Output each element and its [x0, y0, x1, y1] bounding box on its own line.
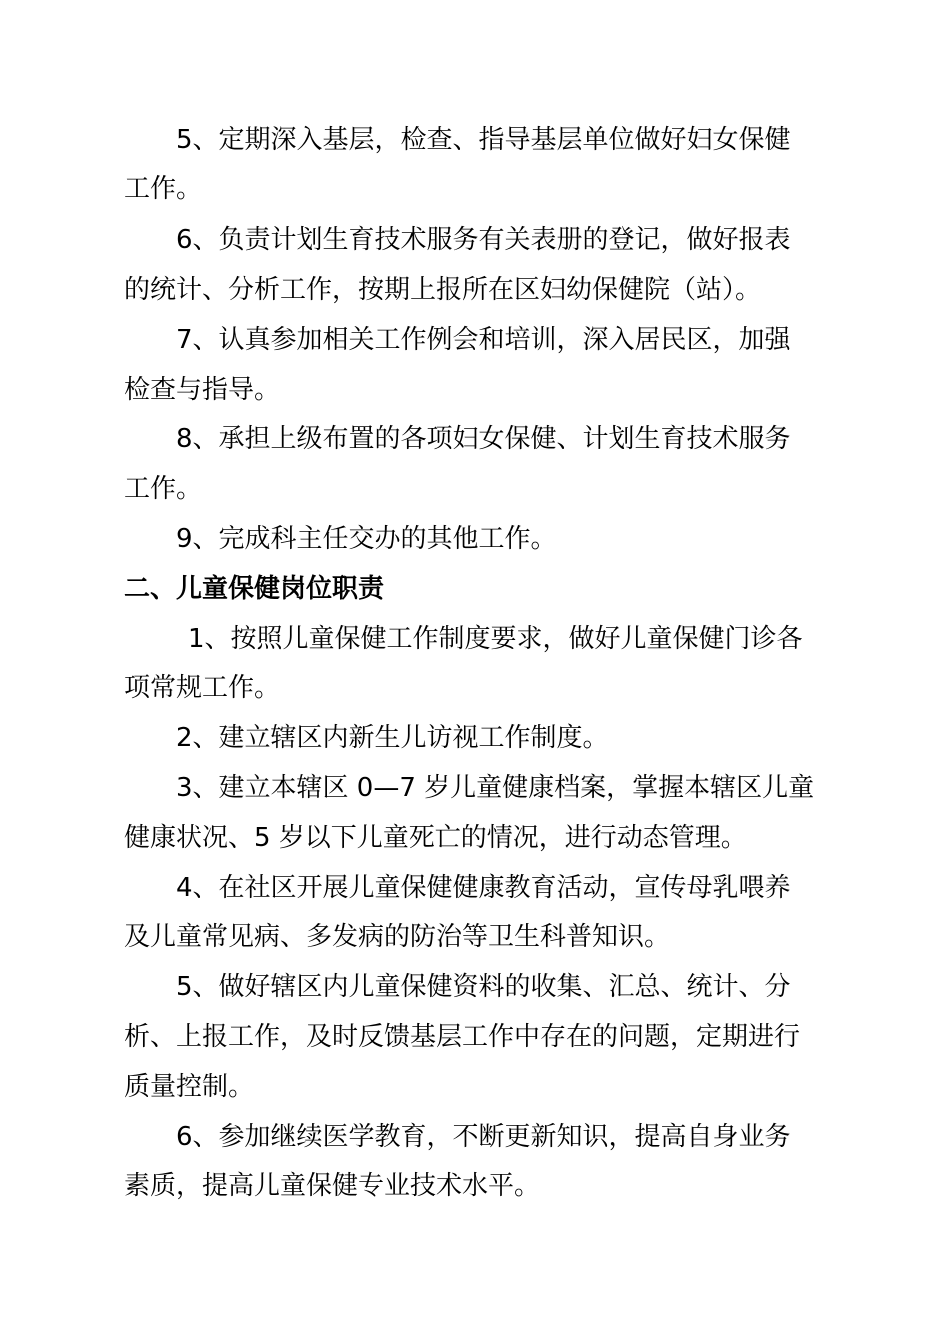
paragraph-line: 工作。: [124, 474, 203, 504]
paragraph-line: 项常规工作。: [124, 673, 281, 703]
paragraph-line: 质量控制。: [124, 1072, 255, 1102]
paragraph-line: 4、在社区开展儿童保健健康教育活动，宣传母乳喂养: [176, 873, 791, 903]
paragraph-line: 7、认真参加相关工作例会和培训，深入居民区，加强: [176, 325, 791, 355]
paragraph-line: 素质，提高儿童保健专业技术水平。: [124, 1171, 541, 1201]
paragraph-line: 及儿童常见病、多发病的防治等卫生科普知识。: [124, 922, 671, 952]
paragraph-line: 检查与指导。: [124, 375, 281, 405]
paragraph-line: 3、建立本辖区 0—7 岁儿童健康档案，掌握本辖区儿童: [176, 773, 815, 803]
section-heading: 二、儿童保健岗位职责: [124, 574, 385, 604]
paragraph-line: 工作。: [124, 174, 203, 204]
paragraph-line: 9、完成科主任交办的其他工作。: [176, 524, 557, 554]
paragraph-line: 1、按照儿童保健工作制度要求，做好儿童保健门诊各: [188, 624, 803, 654]
paragraph-line: 健康状况、5 岁以下儿童死亡的情况，进行动态管理。: [124, 823, 747, 853]
paragraph-line: 5、定期深入基层，检查、指导基层单位做好妇女保健: [176, 125, 791, 155]
paragraph-line: 8、承担上级布置的各项妇女保健、计划生育技术服务: [176, 424, 791, 454]
paragraph-line: 5、做好辖区内儿童保健资料的收集、汇总、统计、分: [176, 972, 791, 1002]
paragraph-line: 的统计、分析工作，按期上报所在区妇幼保健院（站）。: [124, 275, 762, 305]
paragraph-line: 2、建立辖区内新生儿访视工作制度。: [176, 723, 609, 753]
paragraph-line: 6、参加继续医学教育，不断更新知识，提高自身业务: [176, 1122, 791, 1152]
paragraph-line: 析、上报工作，及时反馈基层工作中存在的问题，定期进行: [124, 1022, 801, 1052]
paragraph-line: 6、负责计划生育技术服务有关表册的登记，做好报表: [176, 225, 791, 255]
